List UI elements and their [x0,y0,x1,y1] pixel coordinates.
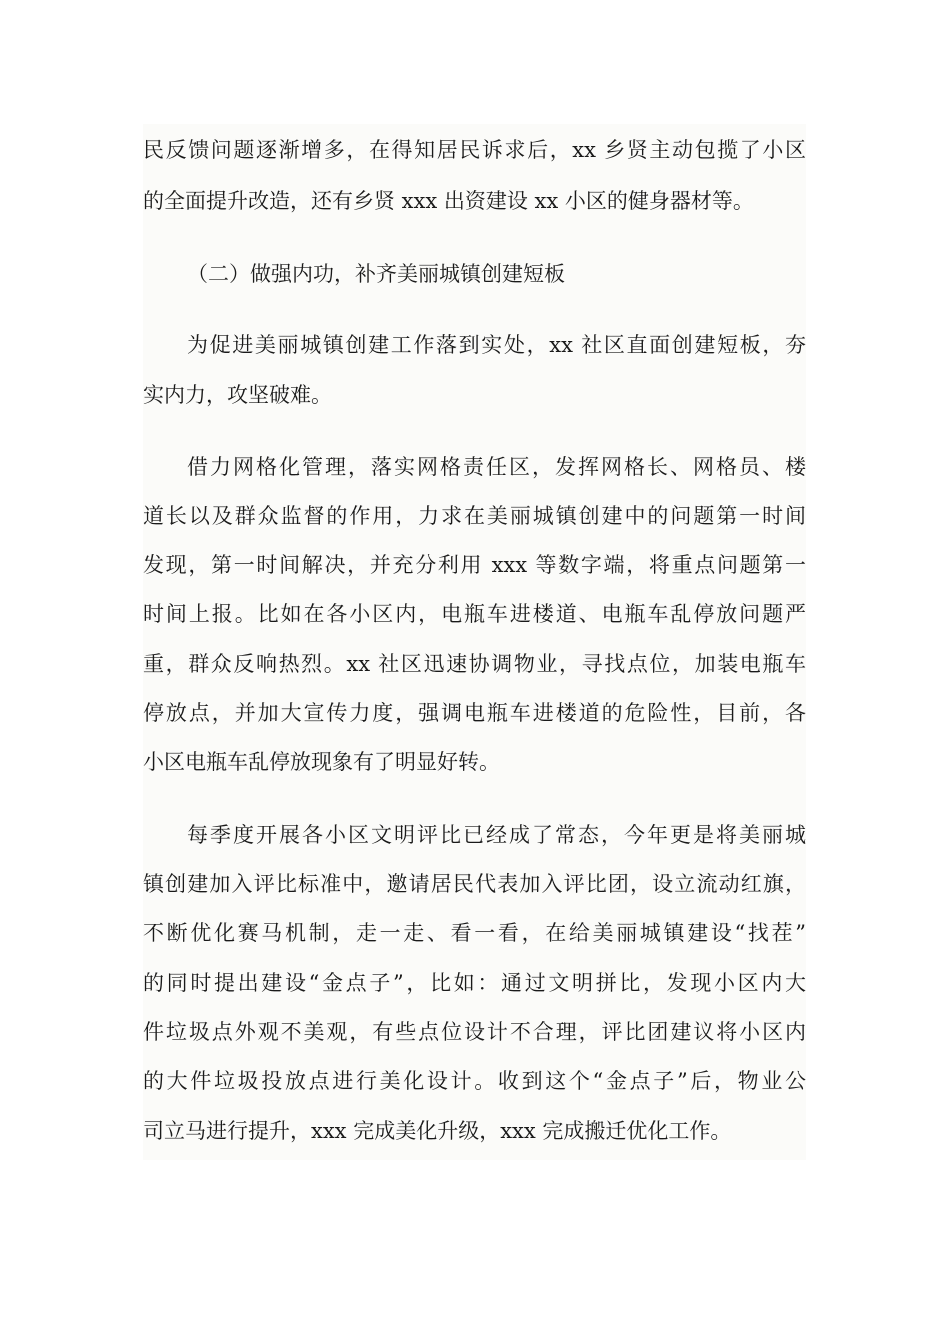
paragraph-line: 实内力，攻坚破难。 [143,383,332,407]
paragraph-line: 道长以及群众监督的作用，力求在美丽城镇创建中的问题第一时间 [143,504,806,528]
paragraph-line: 民反馈问题逐渐增多，在得知居民诉求后，xx 乡贤主动包揽了小区 [143,138,806,162]
paragraph-line: 不断优化赛马机制，走一走、看一看，在给美丽城镇建设“找茬” [143,921,806,945]
paragraph-line: 为促进美丽城镇创建工作落到实处，xx 社区直面创建短板，夯 [187,333,806,357]
paragraph-line: 镇创建加入评比标准中，邀请居民代表加入评比团，设立流动红旗， [143,872,806,896]
paragraph-line: 重，群众反响热烈。xx 社区迅速协调物业，寻找点位，加装电瓶车 [143,652,806,676]
paragraph-line: 时间上报。比如在各小区内，电瓶车进楼道、电瓶车乱停放问题严 [143,602,806,626]
paragraph-line: 的大件垃圾投放点进行美化设计。收到这个“金点子”后，物业公 [143,1069,806,1093]
paragraph-line: 的全面提升改造，还有乡贤 xxx 出资建设 xx 小区的健身器材等。 [143,189,754,213]
paragraph-line: 件垃圾点外观不美观，有些点位设计不合理，评比团建议将小区内 [143,1020,806,1044]
paragraph-line: 发现，第一时间解决，并充分利用 xxx 等数字端，将重点问题第一 [143,553,806,577]
document-body [143,124,806,1160]
paragraph-line: 每季度开展各小区文明评比已经成了常态，今年更是将美丽城 [187,823,806,847]
paragraph-line: 司立马进行提升，xxx 完成美化升级，xxx 完成搬迁优化工作。 [143,1119,732,1143]
paragraph-line: 小区电瓶车乱停放现象有了明显好转。 [143,750,500,774]
paragraph-line: 借力网格化管理，落实网格责任区，发挥网格长、网格员、楼 [187,455,806,479]
paragraph-line: 停放点，并加大宣传力度，强调电瓶车进楼道的危险性，目前，各 [143,701,806,725]
paragraph-line: 的同时提出建设“金点子”，比如：通过文明拼比，发现小区内大 [143,971,806,995]
section-heading: （二）做强内功，补齐美丽城镇创建短板 [187,262,565,286]
